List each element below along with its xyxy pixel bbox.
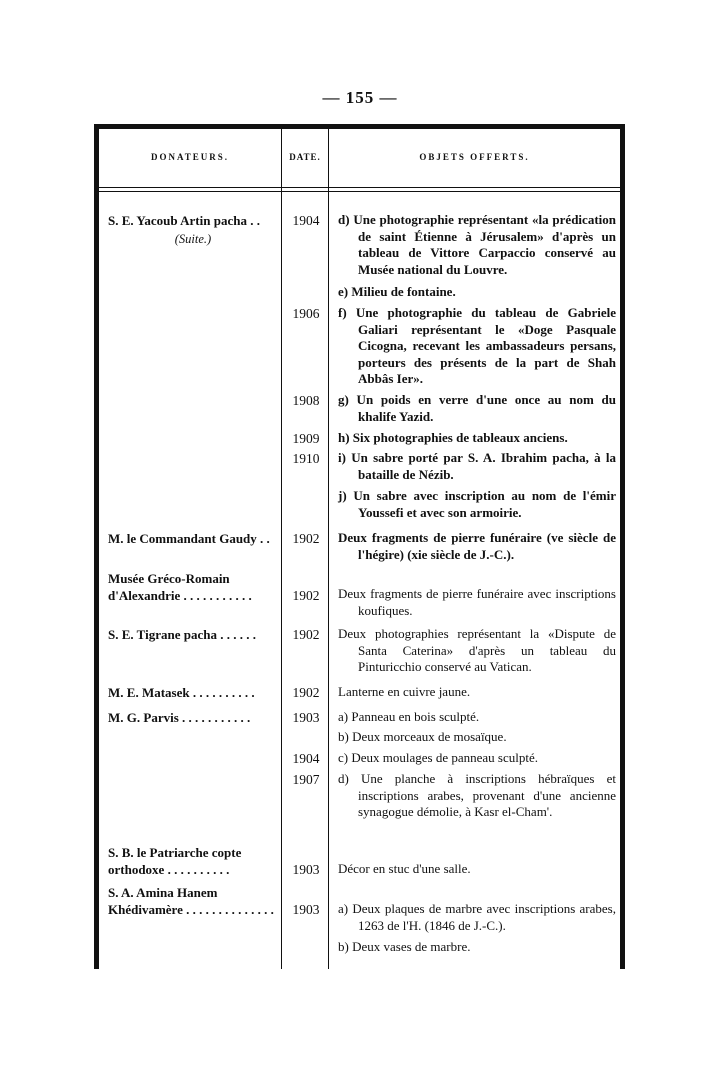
entry-date: 1907 bbox=[292, 772, 320, 787]
donor-name: S. E. Yacoub Artin pacha . . (Suite.) bbox=[108, 212, 278, 248]
entry-object: d) Une photographie représentant «la prédication de saint Étienne à Jérusalem» d'après un tableau de Vittore Carpaccio conservé au Musée national du Louvre. bbox=[338, 212, 616, 277]
entry-date: 1902 bbox=[292, 685, 320, 700]
entry-date: 1902 bbox=[292, 627, 320, 642]
entry-date: 1904 bbox=[292, 751, 320, 766]
entry-object: f) Une photographie du tableau de Gabriele Galiari représentant le «Doge Pasquale Cicogna, recevant les ambassadeurs persans, porteurs des présents de la part de Shah Abbâs Ier». bbox=[338, 305, 616, 386]
entry-date: 1903 bbox=[292, 862, 320, 877]
table-left-border bbox=[94, 124, 99, 969]
donor-name: M. le Commandant Gaudy . . bbox=[108, 531, 270, 546]
donor-name: M. E. Matasek . . . . . . . . . . bbox=[108, 685, 255, 700]
entry-object: h) Six photographies de tableaux anciens. bbox=[338, 430, 568, 445]
entry-date: 1902 bbox=[292, 588, 320, 603]
entry-object: Deux fragments de pierre funéraire avec inscriptions koufiques. bbox=[338, 586, 616, 618]
entry-object: Deux fragments de pierre funéraire (ve siècle de l'hégire) (xie siècle de J.-C.). bbox=[338, 530, 616, 562]
page-number: — 155 — bbox=[322, 88, 398, 107]
entry-object: j) Un sabre avec inscription au nom de l'émir Youssefi et avec son armoirie. bbox=[338, 488, 616, 520]
entry-date: 1904 bbox=[292, 213, 320, 228]
donor-name: S. B. le Patriarche copte orthodoxe . . . . . . . . . . bbox=[108, 845, 242, 877]
entry-object: c) Deux moulages de panneau sculpté. bbox=[338, 750, 538, 765]
donor-name: S. E. Tigrane pacha . . . . . . bbox=[108, 627, 256, 642]
donor-name: Musée Gréco-Romain d'Alexandrie . . . . . . . . . . . bbox=[108, 571, 252, 603]
donor-name: S. A. Amina Hanem Khédivamère . . . . . . . . . . . . . . bbox=[108, 885, 274, 917]
entry-object: a) Deux plaques de marbre avec inscriptions arabes, 1263 de l'H. (1846 de J.-C.). bbox=[338, 901, 616, 933]
entry-date: 1909 bbox=[292, 431, 320, 446]
header-objects: OBJETS OFFERTS. bbox=[419, 152, 530, 162]
entry-date: 1903 bbox=[292, 710, 320, 725]
donations-table bbox=[94, 124, 625, 969]
table-top-rule bbox=[94, 124, 625, 129]
entry-date: 1910 bbox=[292, 451, 320, 466]
entry-object: d) Une planche à inscriptions hébraïques et inscriptions arabes, provenant d'une ancienne synagogue démolie, à Kasr el-Cham'. bbox=[338, 771, 616, 819]
header-date: DATE. bbox=[289, 152, 321, 162]
entry-object: Décor en stuc d'une salle. bbox=[338, 861, 471, 876]
column-divider-2 bbox=[328, 124, 329, 969]
entry-date: 1906 bbox=[292, 306, 320, 321]
entry-object: g) Un poids en verre d'une once au nom du khalife Yazid. bbox=[338, 392, 616, 424]
header-rule bbox=[94, 187, 625, 188]
entry-date: 1903 bbox=[292, 902, 320, 917]
table-right-border bbox=[620, 124, 625, 969]
entry-object: Lanterne en cuivre jaune. bbox=[338, 684, 471, 699]
entry-object: a) Panneau en bois sculpté. bbox=[338, 709, 480, 724]
header-rule-2 bbox=[94, 191, 625, 192]
donor-note: (Suite.) bbox=[174, 232, 212, 246]
entry-object: b) Deux morceaux de mosaïque. bbox=[338, 729, 507, 744]
entry-object: i) Un sabre porté par S. A. Ibrahim pacha, à la bataille de Nézib. bbox=[338, 450, 616, 482]
column-divider-1 bbox=[281, 124, 282, 969]
entry-object: Deux photographies représentant la «Dispute de Santa Caterina» d'après un tableau du Pinturicchio conservé au Vatican. bbox=[338, 626, 616, 674]
entry-date: 1902 bbox=[292, 531, 320, 546]
donor-name: M. G. Parvis . . . . . . . . . . . bbox=[108, 710, 251, 725]
entry-object: b) Deux vases de marbre. bbox=[338, 939, 471, 954]
entry-object: e) Milieu de fontaine. bbox=[338, 284, 456, 299]
header-donors: DONATEURS. bbox=[150, 152, 230, 162]
entry-date: 1908 bbox=[292, 393, 320, 408]
